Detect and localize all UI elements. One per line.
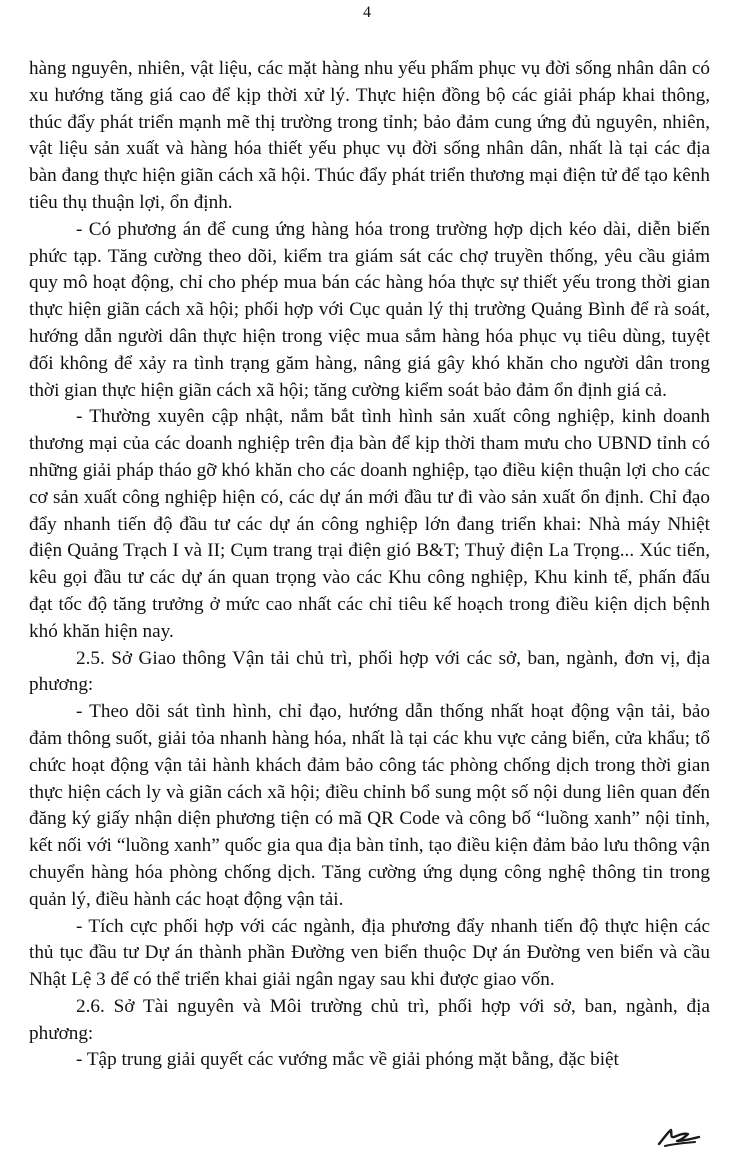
paragraph-coastal-road-project: - Tích cực phối hợp với các ngành, địa phương đẩy nhanh tiến độ thực hiện các thủ tục đầu tư Dự án thành phần Đường ven biển thuộc Dự án Đường ven biển và cầu Nhật Lệ 3 để có thể triển khai giải ngân ngay sau khi được giao vốn.	[29, 915, 710, 991]
body-text	[29, 56, 710, 1074]
paragraph-commodity-supply: hàng nguyên, nhiên, vật liệu, các mặt hàng nhu yếu phẩm phục vụ đời sống nhân dân có xu hướng tăng giá cao để kịp thời xử lý. Thực hiện đồng bộ các giải pháp khai thông, thúc đẩy phát triển mạnh mẽ thị trường trong tỉnh; bảo đảm cung ứng đủ nguyên, nhiên, vật liệu sản xuất và hàng hóa thiết yếu phục vụ đời sống nhân dân, nhất là tại các địa bàn đang thực hiện giãn cách xã hội. Thúc đẩy phát triển thương mại điện tử để tạo kênh tiêu thụ thuận lợi, ổn định.	[29, 58, 710, 213]
paragraph-goods-supply-plan: - Có phương án để cung ứng hàng hóa trong trường hợp dịch kéo dài, diễn biến phức tạp. Tăng cường theo dõi, kiểm tra giám sát các chợ truyền thống, yêu cầu giảm quy mô hoạt động, chỉ cho phép mua bán các hàng hóa thực sự thiết yếu trong thời gian thực hiện giãn cách xã hội; phối hợp với Cục quản lý thị trường Quảng Bình để rà soát, hướng dẫn người dân thực hiện trong việc mua sắm hàng hóa phục vụ tiêu dùng, tuyệt đối không để xảy ra tình trạng găm hàng, nâng giá gây khó khăn cho người dân trong thời gian thực hiện giãn cách xã hội; tăng cường kiểm soát bảo đảm ổn định giá cả.	[29, 218, 710, 401]
section-heading-2-6: 2.6. Sở Tài nguyên và Môi trường chủ trì, phối hợp với sở, ban, ngành, địa phương:	[29, 995, 710, 1044]
paragraph-transport-monitoring: - Theo dõi sát tình hình, chỉ đạo, hướng dẫn thống nhất hoạt động vận tải, bảo đảm thông suốt, giải tỏa nhanh hàng hóa, nhất là tại các khu vực cảng biển, cửa khẩu; tổ chức hoạt động vận tải hành khách đảm bảo công tác phòng chống dịch trong thời gian thực hiện cách ly và giãn cách xã hội; điều chỉnh bổ sung một số nội dung liên quan đến đăng ký giấy nhận diện phương tiện có mã QR Code và công bố “luồng xanh” nội tỉnh, kết nối với “luồng xanh” quốc gia qua địa bàn tỉnh, tạo điều kiện đảm bảo lưu thông vận chuyển hàng hóa phòng chống dịch. Tăng cường ứng dụng công nghệ thông tin trong quản lý, điều hành các hoạt động vận tải.	[29, 701, 710, 910]
paragraph-industry-update: - Thường xuyên cập nhật, nắm bắt tình hình sản xuất công nghiệp, kinh doanh thương mại của các doanh nghiệp trên địa bàn để kịp thời tham mưu cho UBND tỉnh có những giải pháp tháo gỡ khó khăn cho các doanh nghiệp, tạo điều kiện thuận lợi cho các cơ sản xuất công nghiệp hiện có, các dự án mới đầu tư đi vào sản xuất ổn định. Chỉ đạo đẩy nhanh tiến độ đầu tư các dự án công nghiệp lớn đang triển khai: Nhà máy Nhiệt điện Quảng Trạch I và II; Cụm trang trại điện gió B&T; Thuỷ điện La Trọng... Xúc tiến, kêu gọi đầu tư các dự án quan trọng vào các Khu công nghiệp, Khu kinh tế, phấn đấu đạt tốc độ tăng trưởng ở mức cao nhất các chỉ tiêu kế hoạch trong điều kiện dịch bệnh khó khăn hiện nay.	[29, 406, 710, 642]
initial-signature-icon	[655, 1124, 703, 1150]
paragraph-land-clearance: - Tập trung giải quyết các vướng mắc về giải phóng mặt bằng, đặc biệt	[76, 1049, 619, 1071]
page-number: 4	[363, 4, 371, 21]
section-heading-2-5: 2.5. Sở Giao thông Vận tải chủ trì, phối hợp với các sở, ban, ngành, đơn vị, địa phương:	[29, 647, 710, 696]
